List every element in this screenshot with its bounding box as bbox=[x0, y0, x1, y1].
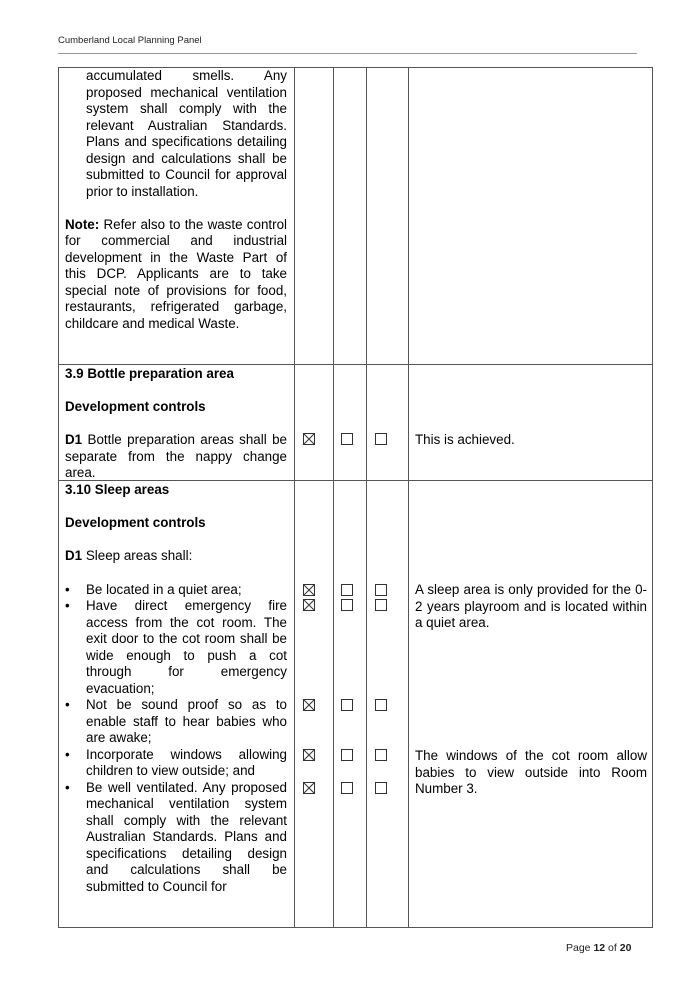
col-divider bbox=[652, 67, 653, 928]
checkbox-no[interactable] bbox=[341, 782, 353, 794]
checkbox-yes-checked[interactable] bbox=[303, 749, 315, 761]
section-heading: 3.10 Sleep areas bbox=[65, 482, 170, 497]
row3-comment-sleep-area: A sleep area is only provided for the 0-2 years playroom and is located within a quiet area. bbox=[415, 582, 647, 630]
page-footer bbox=[566, 942, 631, 954]
section-heading: 3.9 Bottle preparation area bbox=[65, 366, 234, 381]
bullet-icon: • bbox=[65, 581, 70, 597]
compliance-table bbox=[58, 67, 653, 928]
list-item bbox=[65, 582, 287, 599]
page-of: of bbox=[605, 942, 620, 954]
checkbox-no[interactable] bbox=[341, 749, 353, 761]
d1-text: Bottle preparation areas shall be separate from the nappy change area. bbox=[65, 432, 287, 480]
row-divider bbox=[58, 364, 653, 365]
note-text: Refer also to the waste control for commercial and industrial development in the Waste Part of this DCP. Applicants are to take special note of provisions for food, restaurants, refrigerated garbage, childcare and medical Waste. bbox=[65, 216, 287, 331]
d1-text: Sleep areas shall: bbox=[82, 548, 193, 563]
page-number: 12 bbox=[593, 942, 606, 954]
checkbox-no[interactable] bbox=[341, 584, 353, 596]
bullet-icon: • bbox=[65, 697, 70, 712]
development-controls-heading: Development controls bbox=[65, 515, 206, 530]
checkbox-na[interactable] bbox=[375, 782, 387, 794]
col-divider bbox=[366, 67, 367, 928]
list-item bbox=[65, 780, 287, 896]
page-header-title: Cumberland Local Planning Panel bbox=[58, 35, 202, 46]
list-item-text: Be well ventilated. Any proposed mechanical ventilation system shall comply with the relevant Australian Standards. Plans and specifications detailing design and calculations shall be submitted to Council for bbox=[86, 779, 287, 894]
checkbox-na[interactable] bbox=[375, 584, 387, 596]
col-divider bbox=[294, 67, 295, 928]
checkbox-no[interactable] bbox=[341, 699, 353, 711]
d1-label: D1 bbox=[65, 548, 83, 563]
row3-control-cell bbox=[65, 482, 287, 895]
row1-continued-text: accumulated smells. Any proposed mechanical ventilation system shall comply with the relevant Australian Standards. Plans and specifications detailing design and calculations shall be submitted to Council for approval prior to installation. bbox=[86, 68, 287, 199]
bullet-icon: • bbox=[65, 598, 70, 613]
page-total: 20 bbox=[619, 942, 632, 954]
bullet-icon: • bbox=[65, 746, 70, 762]
list-item bbox=[65, 598, 287, 697]
col-divider bbox=[333, 67, 334, 928]
list-item-text: Be located in a quiet area; bbox=[86, 581, 242, 597]
list-item-text: Incorporate windows allowing children to view outside; and bbox=[86, 746, 287, 778]
list-item bbox=[65, 697, 287, 747]
page-prefix: Page bbox=[566, 942, 594, 954]
col-divider bbox=[58, 67, 59, 928]
list-item bbox=[65, 747, 287, 780]
checkbox-na[interactable] bbox=[375, 749, 387, 761]
table-border-bottom bbox=[58, 927, 653, 928]
row3-comment-windows: The windows of the cot room allow babies to view outside into Room Number 3. bbox=[415, 748, 647, 796]
row2-control-cell bbox=[65, 366, 287, 482]
development-controls-heading: Development controls bbox=[65, 399, 206, 414]
checkbox-no[interactable] bbox=[341, 433, 353, 445]
checkbox-yes-checked[interactable] bbox=[303, 433, 315, 445]
row1-control-cell bbox=[65, 68, 287, 332]
col-divider bbox=[408, 67, 409, 928]
list-item-text: Have direct emergency fire access from the cot room. The exit door to the cot room shall be wide enough to push a cot through for emergency evacuation; bbox=[86, 598, 287, 696]
row3-d1 bbox=[65, 548, 287, 565]
checkbox-yes-checked[interactable] bbox=[303, 599, 315, 611]
list-item-text: Not be sound proof so as to enable staff to hear babies who are awake; bbox=[86, 697, 287, 745]
checkbox-na[interactable] bbox=[375, 433, 387, 445]
checkbox-na[interactable] bbox=[375, 699, 387, 711]
row2-d1 bbox=[65, 432, 287, 482]
row2-comment: This is achieved. bbox=[415, 432, 515, 447]
header-rule bbox=[58, 53, 637, 54]
checkbox-no[interactable] bbox=[341, 599, 353, 611]
checkbox-yes-checked[interactable] bbox=[303, 699, 315, 711]
checkbox-yes-checked[interactable] bbox=[303, 584, 315, 596]
row1-note bbox=[65, 217, 287, 333]
d1-label: D1 bbox=[65, 432, 83, 447]
checkbox-yes-checked[interactable] bbox=[303, 782, 315, 794]
note-label: Note: bbox=[65, 216, 100, 232]
checkbox-na[interactable] bbox=[375, 599, 387, 611]
bullet-icon: • bbox=[65, 779, 70, 795]
